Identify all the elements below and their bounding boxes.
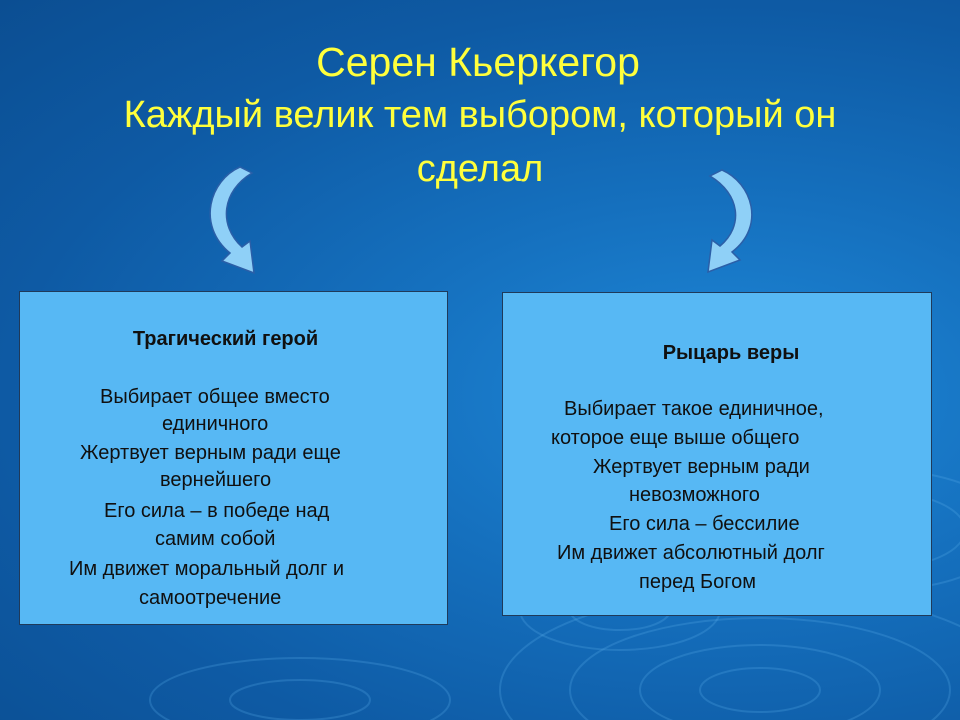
left-line-5: Его сила – в победе над <box>104 500 330 522</box>
curved-arrow-down-left-icon <box>200 165 260 277</box>
right-line-4: невозможного <box>629 484 760 506</box>
slide-title: Серен Кьеркегор <box>316 39 640 85</box>
right-line-6: Им движет абсолютный долг <box>557 542 825 564</box>
tragic-hero-box <box>19 291 448 625</box>
knight-of-faith-heading: Рыцарь веры <box>662 342 800 364</box>
left-line-3: Жертвует верным ради еще <box>80 442 341 464</box>
tragic-hero-heading: Трагический герой <box>132 328 319 350</box>
left-line-2: единичного <box>162 413 269 435</box>
left-line-4: вернейшего <box>160 469 272 491</box>
right-line-3: Жертвует верным ради <box>593 456 810 478</box>
left-line-6: самим собой <box>155 528 276 550</box>
left-line-8: самоотречение <box>139 587 282 609</box>
right-line-2: которое еще выше общего <box>551 427 800 449</box>
knight-of-faith-box <box>502 292 932 616</box>
left-line-7: Им движет моральный долг и <box>69 558 345 580</box>
right-line-5: Его сила – бессилие <box>609 513 800 535</box>
slide-subtitle-line1: Каждый велик тем выбором, который он <box>123 94 837 136</box>
right-line-1: Выбирает такое единичное, <box>564 398 824 420</box>
right-line-7: перед Богом <box>639 571 756 593</box>
slide-subtitle-line2: сделал <box>416 148 544 190</box>
left-line-1: Выбирает общее вместо <box>100 386 330 408</box>
curved-arrow-down-right-icon <box>702 168 762 276</box>
